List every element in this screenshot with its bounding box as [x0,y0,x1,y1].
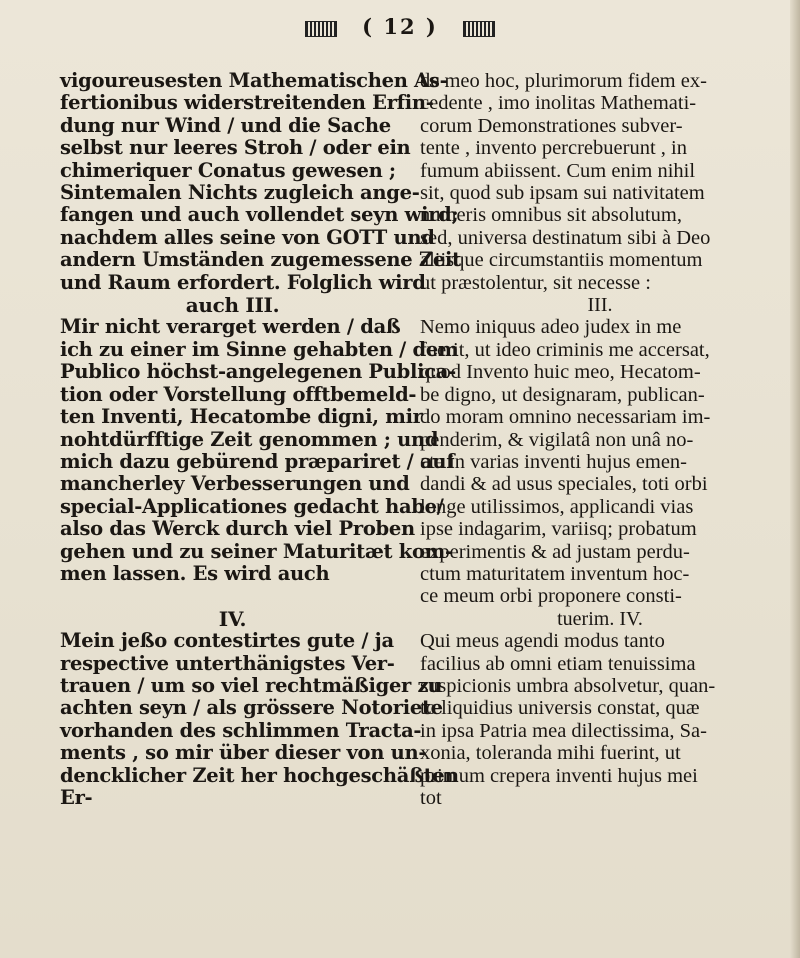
german-line: fangen und auch vollendet seyn wird; [60,203,459,227]
ornament-left-icon [305,21,337,37]
latin-line: ipse indagarim, variisq; probatum [420,518,697,541]
latin-line: quod Invento huic meo, Hecatom- [420,361,701,384]
latin-line: III. [587,294,613,317]
german-line: vorhanden des schlimmen Tracta- [60,718,422,742]
german-line: Publico höchst-angelegenen Publica- [60,360,456,384]
german-line: dung nur Wind / und die Sache [60,113,391,137]
german-line [60,585,405,607]
latin-line: xonia, toleranda mihi fuerint, ut [420,742,681,765]
latin-line: suspicionis umbra absolvetur, quan- [420,674,716,697]
german-line: IV. [218,606,247,631]
latin-line: ce meum orbi proponere consti- [420,585,682,608]
german-line: nachdem alles seine von GOTT und [60,225,435,249]
latin-line: cedente , imo inolitas Mathemati- [420,92,697,115]
german-line: Sintemalen Nichts zugleich ange- [60,181,420,205]
latin-line: tente , invento percrebuerunt , in [420,137,687,160]
german-line: men lassen. Es wird auch [60,561,330,585]
latin-line: fuerit, ut ideo criminis me accersat, [420,338,710,361]
latin-line: sed, universa destinatum sibi à Deo [420,226,711,249]
german-line: Mir nicht verarget werden / daß [60,315,401,339]
german-line: auch III. [185,293,280,318]
german-line: mancherley Verbesserungen und [60,472,410,496]
german-line: dencklicher Zeit her hochgeschäßten [60,763,459,787]
german-line: achten seyn / als grössere Notoriete [60,696,443,720]
latin-line: in ipsa Patria mea dilectissima, Sa- [420,719,707,742]
german-line: andern Umständen zugemessene Zeit [60,248,461,272]
latin-line: penderim, & vigilatâ non unâ no- [420,428,694,451]
german-line: und Raum erfordert. Folglich wird [60,270,426,294]
latin-line: de meo hoc, plurimorum fidem ex- [420,70,707,92]
latin-line: cte in varias inventi hujus emen- [420,450,687,473]
page-number: ( 12 ) [362,14,438,39]
latin-line: do moram omnino necessariam im- [420,406,711,429]
german-line: trauen / um so viel rechtmäßiger zu [60,673,443,697]
german-line: respective unterthänigstes Ver- [60,651,395,675]
latin-line: Nemo iniquus adeo judex in me [420,316,682,339]
german-line: Er- [60,786,93,809]
latin-line: aliisque circumstantiis momentum [420,249,703,272]
latin-line: facilius ab omni etiam tenuissima [420,652,696,675]
german-line: tion oder Vorstellung offtbemeld- [60,382,417,406]
german-line: ich zu einer im Sinne gehabten / dem [60,337,459,361]
german-line: special-Applicationes gedacht habe/ [60,494,444,518]
german-line: vigoureusesten Mathematischen As- [60,69,448,92]
latin-line: fumum abiissent. Cum enim nihil [420,159,696,182]
german-line: fertionibus widerstreitenden Erfin- [60,91,434,115]
german-line: nohtdürfftige Zeit genommen ; und [60,427,439,451]
german-line: ten Inventi, Hecatombe digni, mir [60,405,423,429]
german-line: chimeriquer Conatus gewesen ; [60,158,396,182]
latin-line: primum crepera inventi hujus mei [420,764,698,787]
latin-line: Qui meus agendi modus tanto [420,630,665,653]
latin-line: sit, quod sub ipsam sui nativitatem [420,182,705,205]
german-line: Mein jeßo contestirtes gute / ja [60,629,394,653]
latin-line: tuerim. IV. [557,607,643,630]
latin-line: ctum maturitatem inventum hoc- [420,562,690,585]
german-line: ments , so mir über dieser von un- [60,741,427,765]
latin-line: tot [420,787,442,809]
ornament-right-icon [463,21,495,37]
latin-line: ut præstolentur, sit necesse : [420,271,651,294]
page-header [0,14,800,39]
german-line: mich dazu gebürend præpariret / auf [60,449,455,473]
german-line: selbst nur leeres Stroh / oder ein [60,136,411,160]
german-line: gehen und zu seiner Maturitæt kom- [60,539,453,563]
latin-line: longe utilissimos, applicandi vias [420,495,694,518]
page-edge [790,0,800,958]
german-line: also das Werck durch viel Proben [60,517,415,541]
latin-text-column [420,70,780,809]
latin-line: to liquidius universis constat, quæ [420,697,700,720]
latin-line: corum Demonstrationes subver- [420,114,683,137]
latin-line: numeris omnibus sit absolutum, [420,204,682,227]
latin-line: be digno, ut designaram, publican- [420,383,705,406]
latin-line: experimentis & ad justam perdu- [420,540,690,563]
latin-line: dandi & ad usus speciales, toti orbi [420,473,708,496]
